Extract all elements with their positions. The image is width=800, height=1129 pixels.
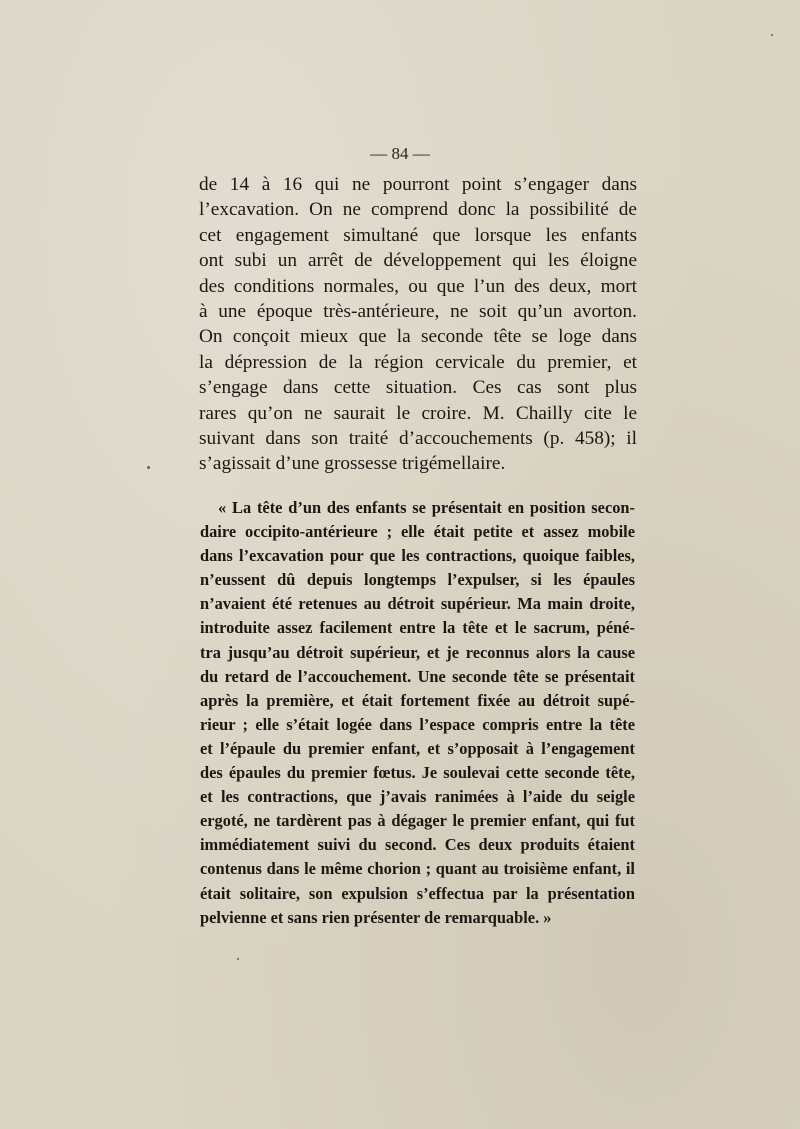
quote-line: dans l’excavation pour que les contractions, quoique faibles,: [200, 546, 635, 566]
quote-line: tra jusqu’au détroit supérieur, et je reconnus alors la cause: [200, 642, 635, 662]
paper-speck: [771, 34, 773, 36]
text-line: s’engage dans cette situation. Ces cas sont plus: [199, 377, 637, 399]
quote-line: rieur ; elle s’était logée dans l’espace compris entre la tête: [200, 714, 635, 734]
text-line: la dépression de la région cervicale du premier, et: [199, 351, 637, 373]
quote-line: introduite assez facilement entre la tête et le sacrum, péné-: [200, 618, 635, 638]
quote-line: contenus dans le même chorion ; quant au troisième enfant, il: [200, 859, 635, 879]
body-paragraph: [199, 172, 637, 477]
quote-line: n’avaient été retenues au détroit supérieur. Ma main droite,: [200, 594, 635, 614]
paper-speck: [147, 466, 150, 469]
text-line: suivant dans son traité d’accouchements (p. 458); il: [199, 428, 637, 450]
quote-line: des épaules du premier fœtus. Je soulevai cette seconde tête,: [200, 763, 635, 783]
text-line: à une époque très-antérieure, ne soit qu’un avorton.: [199, 301, 637, 323]
quote-line: pelvienne et sans rien présenter de remarquable. »: [200, 907, 552, 927]
quote-line: ergoté, ne tardèrent pas à dégager le premier enfant, qui fut: [200, 811, 635, 831]
quote-line: après la première, et était fortement fixée au détroit supé-: [200, 690, 635, 710]
quote-line: et les contractions, que j’avais ranimées à l’aide du seigle: [200, 787, 635, 807]
quote-line: n’eussent dû depuis longtemps l’expulser, si les épaules: [200, 570, 635, 590]
text-line: ont subi un arrêt de développement qui les éloigne: [199, 250, 637, 272]
page-number: — 84 —: [370, 144, 430, 163]
text-line: des conditions normales, ou que l’un des deux, mort: [199, 275, 637, 297]
quote-line: immédiatement suivi du second. Ces deux produits étaient: [200, 835, 635, 855]
text-line: rares qu’on ne saurait le croire. M. Chailly cite le: [199, 402, 637, 424]
paper-speck: [237, 958, 239, 960]
quote-line: et l’épaule du premier enfant, et s’opposait à l’engagement: [200, 738, 635, 758]
text-line: cet engagement simultané que lorsque les enfants: [199, 224, 637, 246]
quote-line: daire occipito-antérieure ; elle était petite et assez mobile: [200, 522, 635, 542]
quote-line: du retard de l’accouchement. Une seconde tête se présentait: [200, 666, 635, 686]
quote-line: était solitaire, son expulsion s’effectua par la présentation: [200, 883, 635, 903]
text-line: de 14 à 16 qui ne pourront point s’engager dans: [199, 174, 637, 195]
quote-line: « La tête d’un des enfants se présentait en position secon-: [218, 498, 635, 517]
text-line: s’agissait d’une grossesse trigémellaire.: [199, 453, 506, 475]
text-line: l’excavation. On ne comprend donc la possibilité de: [199, 199, 637, 221]
quoted-passage: [200, 496, 635, 930]
text-line: On conçoit mieux que la seconde tête se loge dans: [199, 326, 637, 348]
